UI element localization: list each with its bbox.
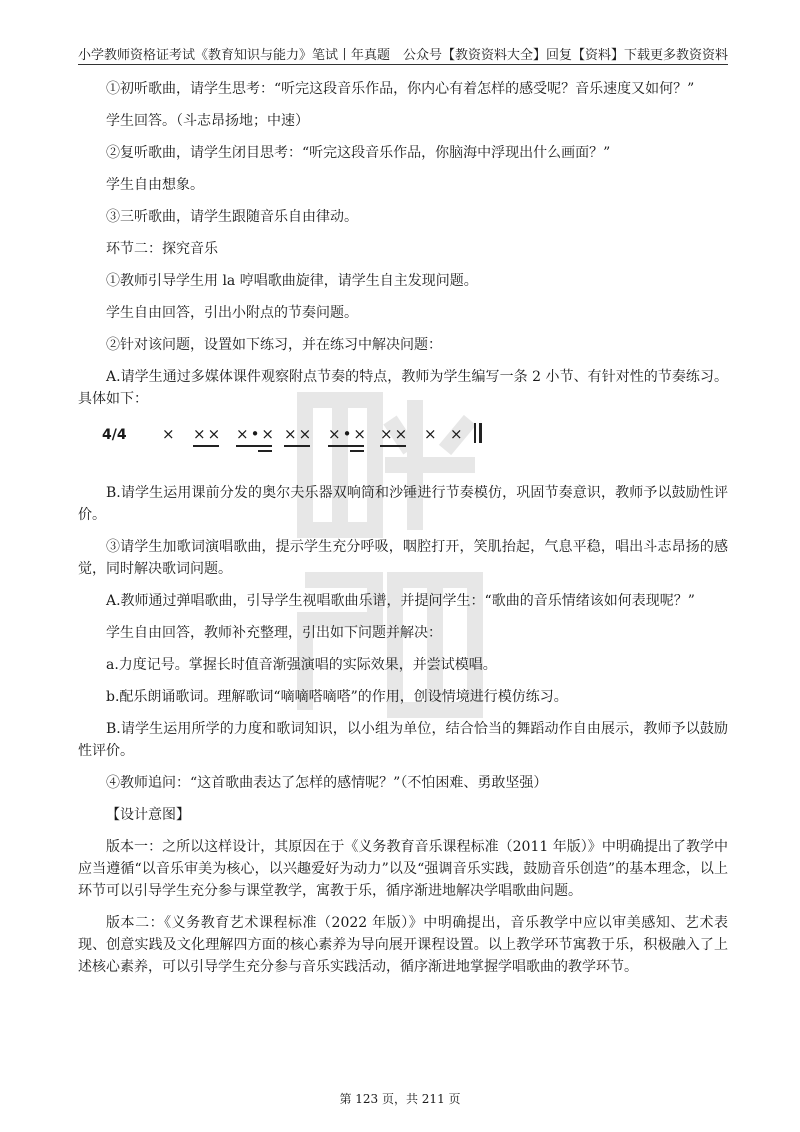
paragraph: 学生回答。（斗志昂扬地；中速） bbox=[106, 113, 309, 129]
beam bbox=[284, 445, 310, 447]
paragraph: 版本二：《义务教育艺术课程标准（2022 年版）》中明确提出，音乐教学中应以审美感知、艺术表现、创意实践及文化理解四方面的核心素养为导向展开课程设置。以上教学环节寓教于乐，积极融入了上述核心素养，可以引导学生充分参与音乐实践活动，循序渐进地掌握学唱歌曲的教学环节。 bbox=[78, 915, 728, 975]
paragraph: a.力度记号。掌握长时值音渐强演唱的实际效果，并尝试模唱。 bbox=[106, 657, 497, 673]
paragraph: 版本一：之所以这样设计，其原因在于《义务教育音乐课程标准（2011 年版）》中明确提出了教学中应当遵循“以音乐审美为核心，以兴趣爱好为动力”以及“强调音乐实践，鼓励音乐创造”的基本理念，以上环节可以引导学生充分参与课堂教学，寓教于乐，循序渐进地解决学唱歌曲问题。 bbox=[78, 839, 728, 899]
beam bbox=[236, 445, 272, 447]
header-left-title: 小学教师资格证考试《教育知识与能力》笔试丨年真题 bbox=[78, 48, 391, 63]
paragraph: ②针对该问题，设置如下练习，并在练习中解决问题： bbox=[106, 337, 442, 353]
rhythm-notation bbox=[78, 420, 728, 460]
paragraph: ③三听歌曲，请学生跟随音乐自由律动。 bbox=[106, 209, 358, 225]
section-heading: 【设计意图】 bbox=[106, 807, 190, 823]
page-content bbox=[78, 78, 728, 988]
beam bbox=[328, 445, 364, 447]
paragraph: ①初听歌曲，请学生思考：“听完这段音乐作品，你内心有着怎样的感受呢？音乐速度又如何？” bbox=[106, 81, 695, 97]
paragraph: B.请学生运用所学的力度和歌词知识，以小组为单位，结合恰当的舞蹈动作自由展示，教师予以鼓励性评价。 bbox=[78, 721, 728, 759]
page-header bbox=[78, 42, 728, 65]
rhythm-note: ×•× bbox=[236, 425, 276, 443]
paragraph: A.请学生通过多媒体课件观察附点节奏的特点，教师为学生编写一条 2 小节、有针对性的节奏练习。具体如下： bbox=[78, 369, 728, 407]
header-right-note: 公众号【教资资料大全】回复【资料】下载更多教资资料 bbox=[402, 48, 728, 63]
rhythm-note: ×× bbox=[380, 425, 410, 443]
rhythm-note: × bbox=[162, 425, 177, 443]
rhythm-note: ×× bbox=[284, 425, 314, 443]
page-footer bbox=[0, 1090, 800, 1107]
paragraph: ④教师追问：“这首歌曲表达了怎样的感情呢？”（不怕困难、勇敢坚强） bbox=[106, 775, 548, 791]
end-barline bbox=[474, 423, 476, 443]
paragraph: 学生自由回答，教师补充整理，引出如下问题并解决： bbox=[106, 625, 442, 641]
page-number: 第 123 页，共 211 页 bbox=[339, 1092, 461, 1106]
paragraph: ③请学生加歌词演唱歌曲，提示学生充分呼吸，咽腔打开，笑肌抬起，气息平稳，唱出斗志昂扬的感觉，同时解决歌词问题。 bbox=[78, 539, 728, 577]
time-signature: 4/4 bbox=[102, 427, 127, 443]
end-barline bbox=[479, 423, 482, 443]
rhythm-note: ×•× bbox=[328, 425, 368, 443]
paragraph: b.配乐朗诵歌词。理解歌词“嘀嘀嗒嘀嗒”的作用，创设情境进行模仿练习。 bbox=[106, 689, 568, 705]
paragraph: 学生自由想象。 bbox=[106, 177, 204, 193]
paragraph: A.教师通过弹唱歌曲，引导学生视唱歌曲乐谱，并提问学生：“歌曲的音乐情绪该如何表现呢？” bbox=[106, 593, 695, 609]
rhythm-note: × bbox=[424, 425, 439, 443]
beam bbox=[258, 450, 272, 452]
rhythm-note: × bbox=[450, 425, 465, 443]
beam bbox=[193, 445, 219, 447]
beam bbox=[350, 450, 364, 452]
paragraph: 学生自由回答，引出小附点的节奏问题。 bbox=[106, 305, 358, 321]
beam bbox=[380, 445, 406, 447]
paragraph: B.请学生运用课前分发的奥尔夫乐器双响筒和沙锤进行节奏模仿，巩固节奏意识，教师予以鼓励性评价。 bbox=[78, 485, 728, 523]
section-heading: 环节二：探究音乐 bbox=[106, 241, 218, 257]
paragraph: ①教师引导学生用 la 哼唱歌曲旋律，请学生自主发现问题。 bbox=[106, 273, 478, 289]
paragraph: ②复听歌曲，请学生闭目思考：“听完这段音乐作品，你脑海中浮现出什么画面？” bbox=[106, 145, 611, 161]
rhythm-note: ×× bbox=[193, 425, 223, 443]
